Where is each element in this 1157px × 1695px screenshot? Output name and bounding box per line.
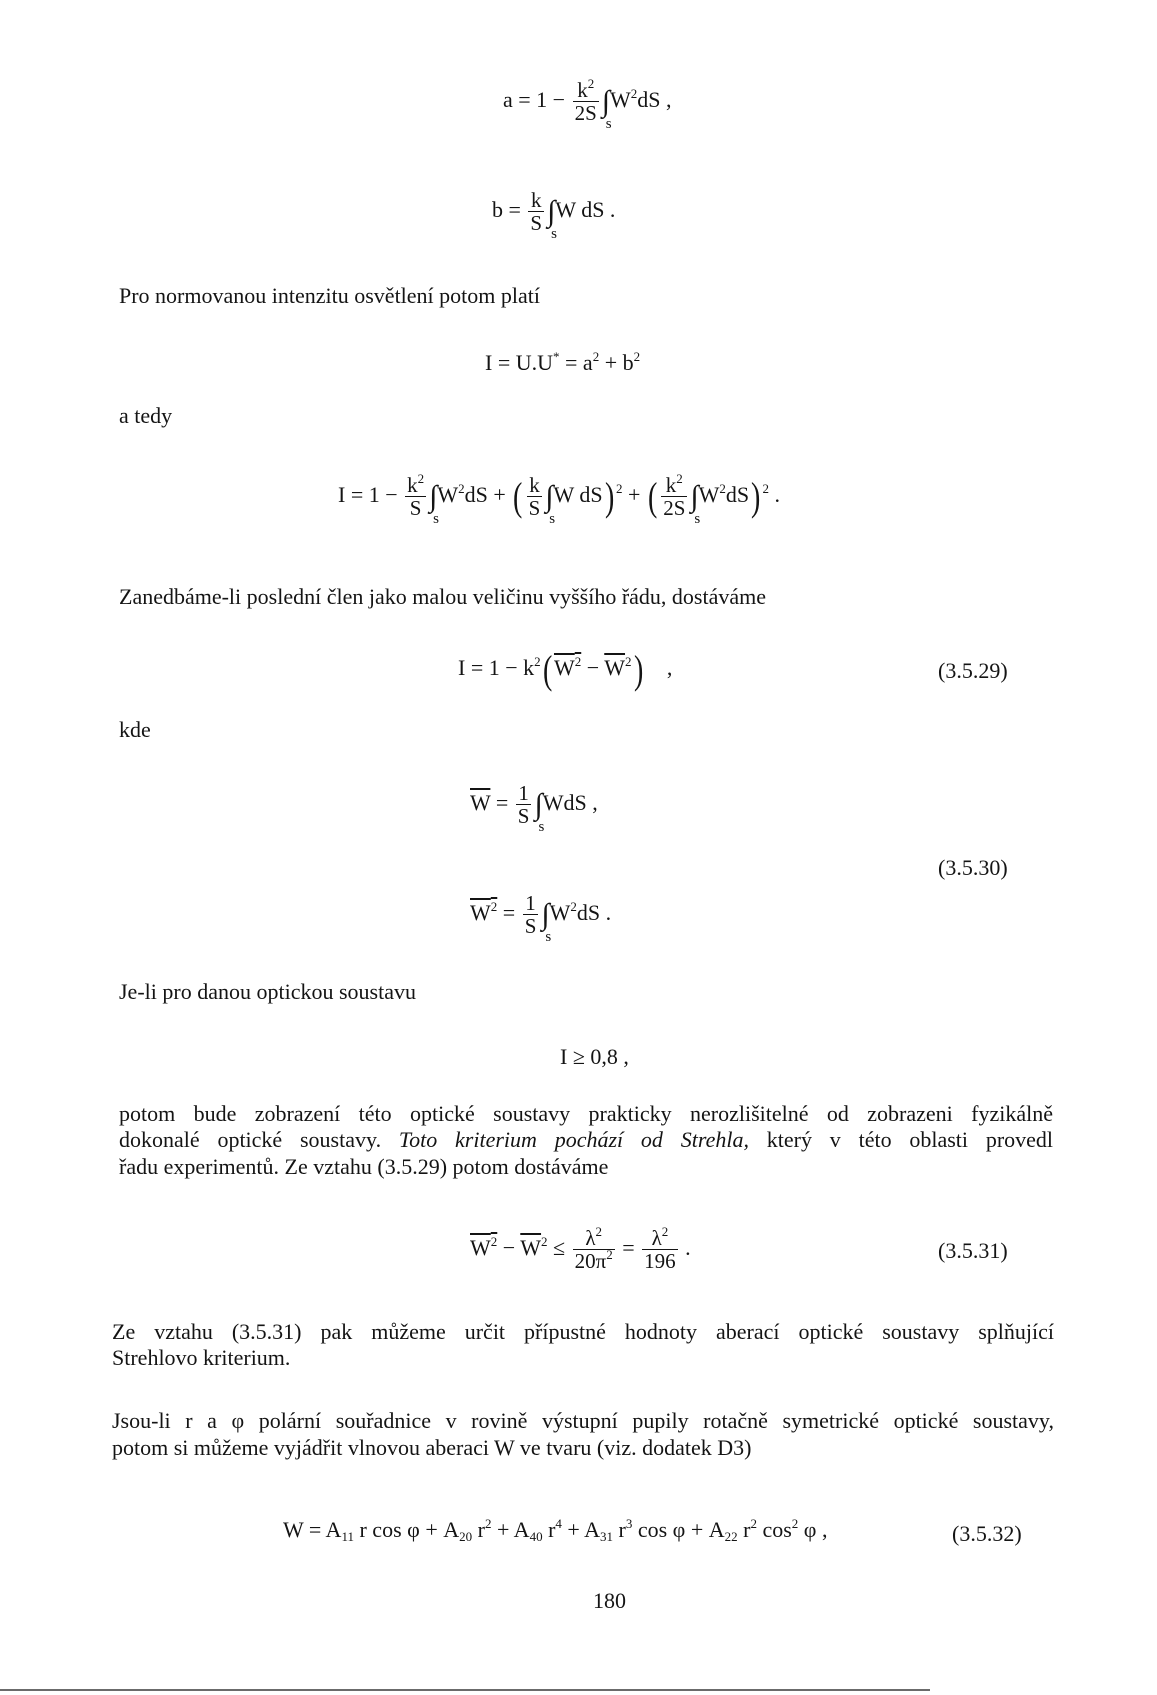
equation-3-5-32: $W = A_{11}$ r $\cos \varphi + A_{20}$ $r^2 + A_{40}$ $r^4 + A_{31}$ $r^3$ $\cos \varphi + A_{22}$ $r^2$ $\cos^2 \varphi$ , bbox=[283, 1516, 828, 1544]
paragraph-6-line-2 bbox=[119, 1126, 1053, 1153]
paragraph-6-line-3: řadu experimentů. Ze vztahu (3.5.29) potom dostáváme bbox=[119, 1154, 609, 1179]
equation-3-5-29: $I = 1 - k^2(W^2 - \overline{W}^2)$ , bbox=[458, 647, 673, 692]
equation-number-29: (3.5.29) bbox=[938, 658, 1008, 683]
paragraph-1: Pro normovanou intenzitu osvětlení potom platí bbox=[119, 283, 540, 308]
equation-intensity: $I = U.U^* = a^2 + b^2$ bbox=[485, 349, 641, 375]
equation-3-5-31: $W^2 - \overline{W}^2$ ≤ $\frac{\lambda^2}{20\pi^2}$ = $\frac{\lambda^2}{196}$ . bbox=[470, 1224, 691, 1273]
paragraph-7-line-2: Strehlovo kriterium. bbox=[112, 1345, 291, 1370]
paragraph-5: Je-li pro danou optickou soustavu bbox=[119, 979, 416, 1004]
paragraph-6-italic: Toto kriterium pochází od Strehla, bbox=[398, 1127, 749, 1152]
equation-number-30: (3.5.30) bbox=[938, 855, 1008, 880]
paragraph-3: Zanedbáme-li poslední člen jako malou veličinu vyššího řádu, dostáváme bbox=[119, 584, 766, 609]
bottom-scan-edge bbox=[0, 1689, 930, 1691]
paragraph-6-text-a: dokonalé optické soustavy. bbox=[119, 1127, 382, 1152]
paragraph-8-line-2: potom si můžeme vyjádřit vlnovou aberaci W ve tvaru (viz. dodatek D3) bbox=[112, 1435, 752, 1460]
equation-number-31: (3.5.31) bbox=[938, 1238, 1008, 1263]
page-number: 180 bbox=[593, 1588, 626, 1613]
equation-a: a = 1 − $\frac{k^2}{2S}$ ∫ s $W^2dS$ , bbox=[503, 76, 672, 132]
paragraph-7-line-1: Ze vztahu (3.5.31) pak můžeme určit přípustné hodnoty aberací optické soustavy splňující bbox=[112, 1319, 1054, 1344]
equation-number-32: (3.5.32) bbox=[952, 1521, 1022, 1546]
paragraph-4: kde bbox=[119, 717, 151, 742]
paragraph-2: a tedy bbox=[119, 403, 173, 428]
equation-b: b = $\frac{k}{S}$ ∫ s W dS . bbox=[492, 188, 616, 242]
paragraph-6-text-c: který v této oblasti provedl bbox=[766, 1127, 1054, 1152]
equation-intensity-expanded: I = 1 − $\frac{k^2}{S}$ ∫ s $W^2dS$ + ( $\frac{k}{S}$ ∫ s W dS) $^2$ + ( $\frac{k^2}{2S}$ ∫ s $W^2dS$) $^2$ . bbox=[338, 471, 780, 527]
equation-w2-mean: $W^2$ = $\frac{1}{S}$ ∫ s $W^2dS$ . bbox=[470, 891, 612, 945]
paragraph-6-line-1: potom bude zobrazení této optické soustavy prakticky nerozlišitelné od zobrazeni fyzikálně bbox=[119, 1101, 1053, 1126]
paragraph-8-line-1: Jsou-li r a φ polární souřadnice v rovině výstupní pupily rotačně symetrické optické soustavy, bbox=[112, 1408, 1054, 1433]
equation-strehl-condition: I ≥ 0,8 , bbox=[560, 1044, 629, 1069]
equation-w-mean: $\overline{W}$ = $\frac{1}{S}$ ∫ s WdS , bbox=[470, 781, 598, 835]
